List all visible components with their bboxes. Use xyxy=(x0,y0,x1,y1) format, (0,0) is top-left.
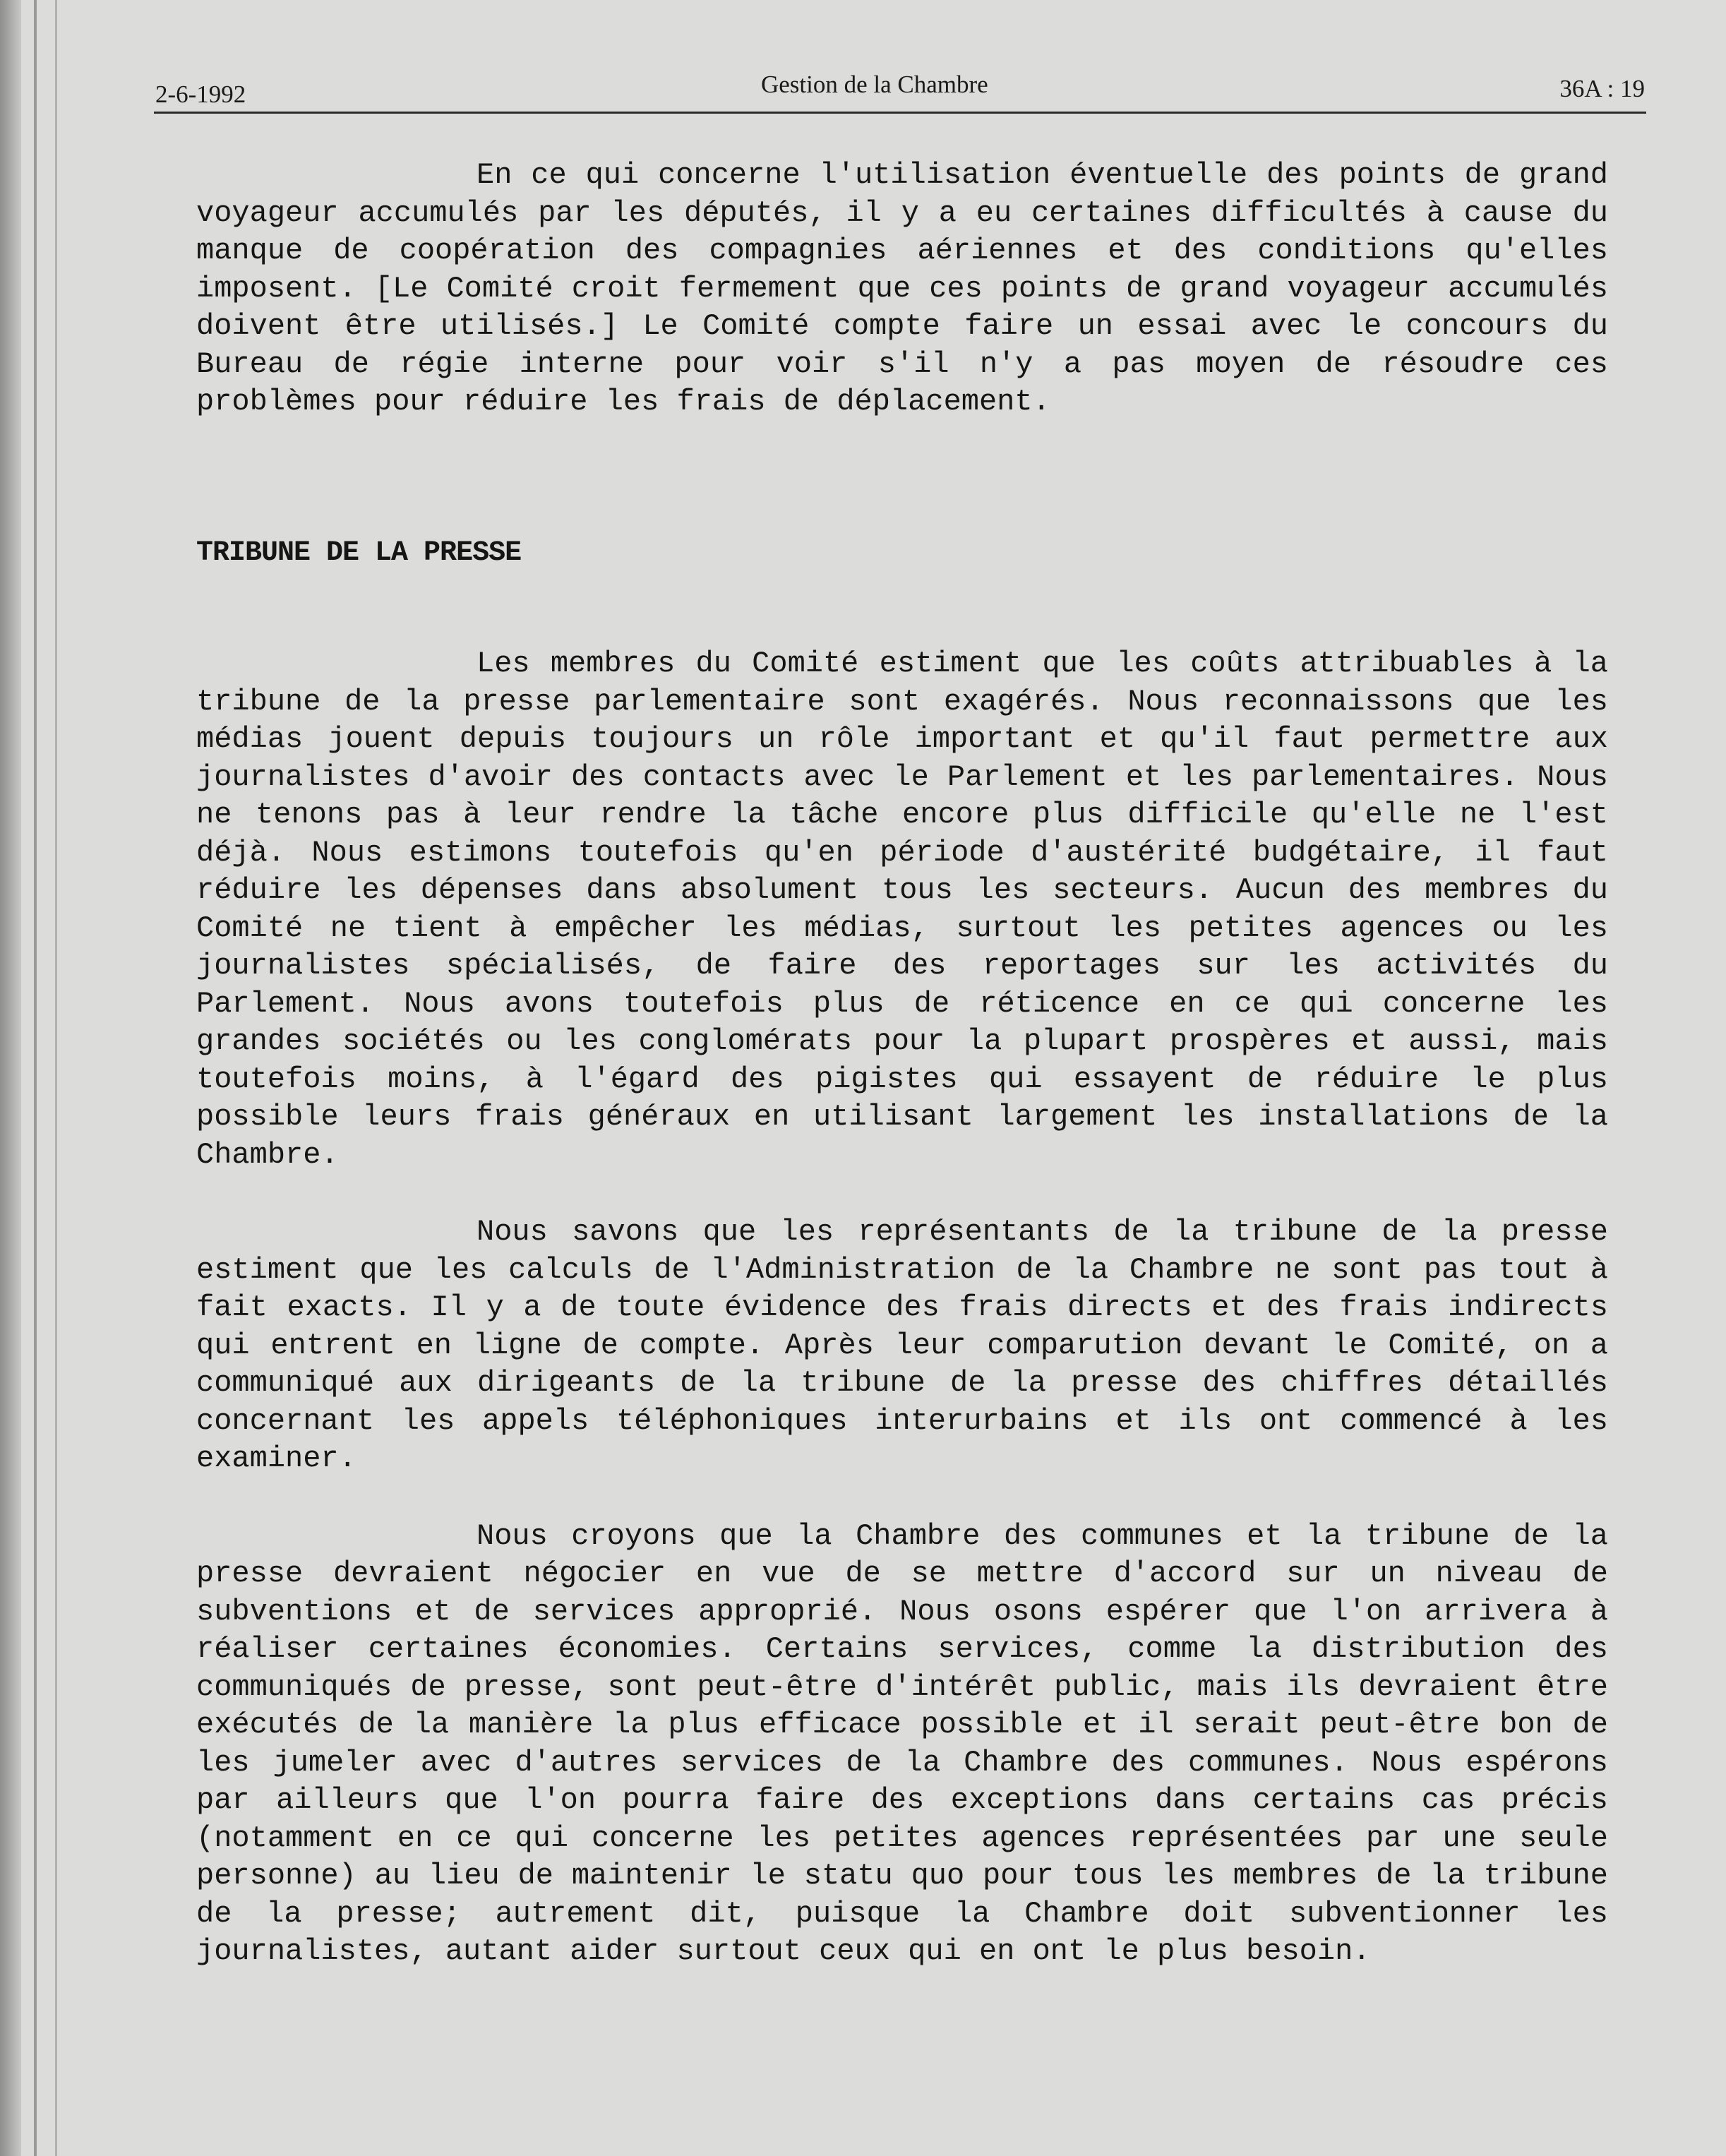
paragraph-press-costs: Les membres du Comité estiment que les coûts attribuables à la tribune de la presse parlementaire sont exagérés. Nous reconnaissons que les médias jouent depuis toujours un rôle important et qu'il faut permettre aux journalistes d'avoir des contacts avec le Parlement et les parlementaires. Nous ne tenons pas à leur rendre la tâche encore plus difficile qu'elle ne l'est déjà. Nous estimons toutefois qu'en période d'austérité budgétaire, il faut réduire les dépenses dans absolument tous les secteurs. Aucun des membres du Comité ne tient à empêcher les médias, surtout les petites agences ou les journalistes spécialisés, de faire des reportages sur les activités du Parlement. Nous avons toutefois plus de réticence en ce qui concerne les grandes sociétés ou les conglomérats pour la plupart prospères et aussi, mais toutefois moins, à l'égard des pigistes qui essayent de réduire le plus possible leurs frais généraux en utilisant largement les installations de la Chambre. xyxy=(196,647,1608,1172)
header-date: 2-6-1992 xyxy=(155,80,246,108)
paragraph-negotiation: Nous croyons que la Chambre des communes et la tribune de la presse devraient négocier en vue de se mettre d'accord sur un niveau de subventions et de services approprié. Nous osons espérer que l'on arrivera à réaliser certaines économies. Certains services, comme la distribution des communiqués de presse, sont peut-être d'intérêt public, mais ils devraient être exécutés de la manière la plus efficace possible et il serait peut-être bon de les jumeler avec d'autres services de la Chambre des communes. Nous espérons par ailleurs que l'on pourra faire des exceptions dans certains cas précis (notamment en ce qui concerne les petites agences représentées par une seule personne) au lieu de maintenir le statu quo pour tous les membres de la tribune de la presse; autrement dit, puisque la Chambre doit subventionner les journalistes, autant aider surtout ceux qui en ont le plus besoin. xyxy=(196,1519,1608,1968)
paragraph-frequent-flyer: En ce qui concerne l'utilisation éventuelle des points de grand voyageur accumulés par les députés, il y a eu certaines difficultés à cause du manque de coopération des compagnies aériennes et des conditions qu'elles imposent. [Le Comité croit fermement que ces points de grand voyageur accumulés doivent être utilisés.] Le Comité compte faire un essai avec le concours du Bureau de régie interne pour voir s'il n'y a pas moyen de résoudre ces problèmes pour réduire les frais de déplacement. xyxy=(196,158,1608,419)
running-header xyxy=(155,71,1645,114)
binding-edge xyxy=(34,0,37,2156)
header-title: Gestion de la Chambre xyxy=(761,71,988,98)
binding-shadow xyxy=(0,0,21,2156)
header-rule xyxy=(154,112,1646,114)
header-page-ref: 36A : 19 xyxy=(1559,75,1645,102)
body-text xyxy=(196,157,1608,1971)
paragraph-calculations: Nous savons que les représentants de la tribune de la presse estiment que les calculs de l'Administration de la Chambre ne sont pas tout à fait exacts. Il y a de toute évidence des frais directs et des frais indirects qui entrent en ligne de compte. Après leur comparution devant le Comité, on a communiqué aux dirigeants de la tribune de la presse des chiffres détaillés concernant les appels téléphoniques interurbains et ils ont commencé à les examiner. xyxy=(196,1215,1608,1475)
binding-edge-inner xyxy=(55,0,57,2156)
section-heading-press-gallery: TRIBUNE DE LA PRESSE xyxy=(196,537,522,569)
